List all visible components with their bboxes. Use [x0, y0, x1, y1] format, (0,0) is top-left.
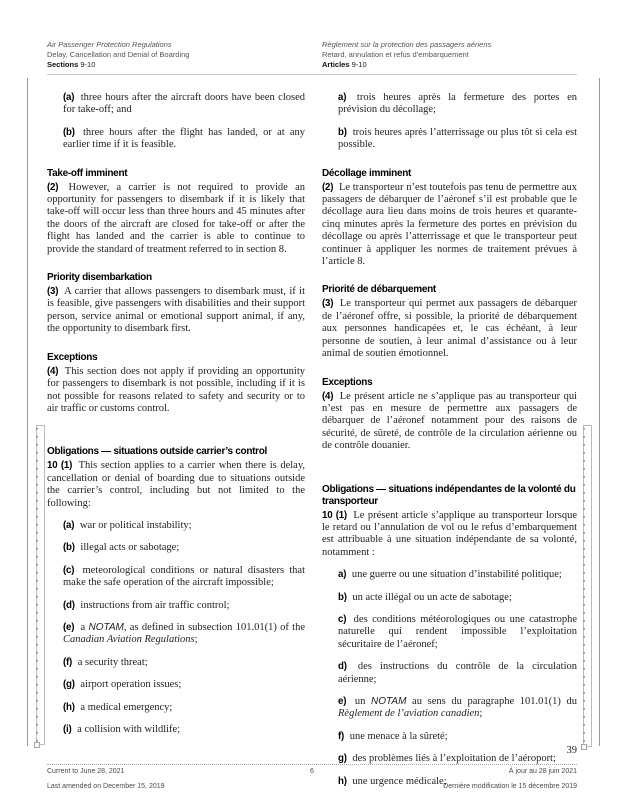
- text-run: une menace à la sûreté;: [349, 730, 448, 742]
- text-run: , as defined in subsection 101.01(1) of the: [123, 621, 306, 633]
- text-run: war or political instability;: [79, 519, 192, 531]
- provision-label: a): [338, 92, 347, 103]
- paragraph: [47, 286, 305, 336]
- italic-term: NOTAM: [371, 696, 407, 707]
- last-amended-date-fr: Dernière modification le 15 décembre 2019: [443, 783, 577, 790]
- provision-label: c): [338, 613, 347, 625]
- text-run: un acte illégal ou un acte de sabotage;: [352, 591, 512, 603]
- paragraph: [322, 298, 577, 360]
- regulation-title-fr: Règlement sur la protection des passagers aériens: [322, 40, 492, 49]
- header-divider-rule: [47, 74, 577, 75]
- text-run: trois heures après l’atterrissage ou plus tôt si cela est possible.: [338, 126, 577, 151]
- running-header: [47, 40, 577, 70]
- subparagraph: [338, 731, 577, 743]
- subparagraph: [63, 724, 305, 736]
- provision-label: (4): [322, 390, 334, 402]
- subparagraph: [338, 696, 577, 721]
- italic-term: Canadian Aviation Regulations: [63, 634, 195, 646]
- subparagraph: [63, 600, 305, 612]
- text-run: This section applies to a carrier when there is delay, cancellation or denial of boarding due to situations outside the carrier’s control, including but not limited to the following:: [47, 460, 306, 509]
- section-heading: Priority disembarkation: [47, 272, 152, 284]
- text-run: des instructions du contrôle de la circulation aérienne;: [338, 661, 577, 685]
- part-title-fr: Retard, annulation et refus d’embarquement: [322, 50, 469, 59]
- subparagraph: [338, 569, 577, 581]
- current-to-date-en: Current to June 28, 2021: [47, 768, 125, 775]
- page-body: [47, 82, 577, 788]
- subparagraph: [338, 92, 577, 117]
- provision-label: (h): [63, 701, 75, 713]
- text-run: three hours after the aircraft doors have been closed for take-off; and: [63, 92, 306, 116]
- provision-label: f): [338, 730, 345, 742]
- provision-label: (c): [63, 564, 75, 576]
- italic-term: NOTAM: [88, 621, 124, 633]
- italic-term: Règlement de l’aviation canadien: [338, 708, 480, 720]
- provision-label: (3): [47, 286, 59, 298]
- provision-label: (a): [63, 92, 75, 103]
- text-run: A carrier that allows passengers to disembark must, if it is feasible, give passengers with disabilities and their support person, service animal or emotional support animal, if any, the opportunity to disembark first.: [47, 286, 305, 335]
- provision-label: b): [338, 126, 347, 138]
- text-run: This section does not apply if providing an opportunity for passengers to disembark is not possible, including if it is not possible for reasons related to safety and security or to air traffic or customs control.: [47, 365, 306, 414]
- paragraph: [322, 391, 577, 453]
- provision-label: (b): [63, 542, 75, 554]
- footer-divider-rule: [47, 764, 577, 765]
- english-column: [47, 82, 305, 788]
- provision-label: g): [338, 753, 347, 765]
- sections-label-en: Sections: [47, 60, 79, 69]
- provision-label: d): [338, 661, 347, 673]
- provision-label: (b): [63, 126, 75, 138]
- provision-label: a): [338, 569, 347, 581]
- text-run: three hours after the flight has landed, or at any earlier time if it is feasible.: [63, 126, 306, 151]
- sections-range-en: [47, 60, 305, 70]
- sections-range-fr: [322, 60, 577, 70]
- paragraph: [47, 366, 305, 416]
- subparagraph: [338, 592, 577, 604]
- french-column: [322, 82, 577, 788]
- provision-label: (f): [63, 656, 73, 668]
- text-run: des conditions météorologiques ou une catastrophe naturelle qui rendent impossible l’exploitation sécuritaire de l’aéronef;: [338, 613, 578, 650]
- provision-label: (a): [63, 519, 75, 531]
- provision-label: 10 (1): [47, 460, 73, 472]
- text-run: a: [80, 621, 89, 633]
- text-run: However, a carrier is not required to provide an opportunity for passengers to disembark if it is likely that take-off will occur less than three hours and 45 minutes after the doors of the aircraft are closed for take-off or after the flight has landed and the carrier is able to continue to provide the standard of treatment referred to in section 8.: [47, 181, 306, 255]
- running-header-french: [322, 40, 577, 70]
- last-amended-date-en: Last amended on December 15, 2019: [47, 783, 165, 790]
- provision-label: (4): [47, 365, 59, 377]
- provision-label: (g): [63, 679, 75, 691]
- provision-label: (i): [63, 724, 72, 735]
- text-run: un: [354, 696, 372, 707]
- section-heading: Take-off imminent: [47, 167, 128, 179]
- subparagraph: [338, 661, 577, 686]
- subparagraph: [63, 702, 305, 714]
- subparagraph: [338, 127, 577, 152]
- text-run: des problèmes liés à l’exploitation de l’aéroport;: [352, 753, 556, 765]
- subparagraph: [63, 679, 305, 691]
- subparagraph: [63, 657, 305, 669]
- left-page-rule: [27, 78, 28, 746]
- text-run: instructions from air traffic control;: [80, 599, 230, 611]
- text-run: Le transporteur qui permet aux passagers de débarquer de l’aéronef offre, si possible, la priorité de débarquement aux personnes handicapées et, le cas échéant, à leur personne de soutien, à leur animal d’assistance ou à leur animal de soutien émotionnel.: [322, 298, 578, 360]
- sheet-number: 6: [310, 768, 314, 775]
- subparagraph: [63, 127, 305, 152]
- provision-label: h): [338, 775, 347, 787]
- subparagraph: [63, 542, 305, 554]
- section-heading: Exceptions: [47, 351, 98, 363]
- text-run: airport operation issues;: [80, 679, 182, 691]
- provision-label: (2): [322, 181, 334, 193]
- text-run: meteorological conditions or natural disasters that make the safe operation of the aircraft impossible;: [63, 564, 305, 589]
- section-heading: Obligations — situations indépendantes de la volonté du transporteur: [322, 483, 576, 507]
- subparagraph: [63, 92, 305, 117]
- text-run: a collision with wildlife;: [77, 724, 181, 735]
- sections-label-fr: Articles: [322, 60, 350, 69]
- regulation-title-en: Air Passenger Protection Regulations: [47, 40, 172, 49]
- provision-label: b): [338, 591, 347, 603]
- text-run: Le transporteur n’est toutefois pas tenu de permettre aux passagers de débarquer de l’aéronef s’il est probable que le décollage aura lieu dans moins de trois heures et quarante-cinq minutes après la fermeture des portes en prévision du décollage ou après l’atterrissage et que le transporteur peut continuer à appliquer les normes de traitement prévues à l’article 8.: [322, 181, 577, 268]
- text-run: une urgence médicale;: [352, 775, 447, 787]
- paragraph: [47, 182, 305, 256]
- text-run: illegal acts or sabotage;: [80, 542, 180, 554]
- paragraph: [322, 182, 577, 269]
- text-run: une guerre ou une situation d’instabilité politique;: [351, 569, 562, 581]
- text-run: Le présent article ne s’applique pas au transporteur qui n’est pas en mesure de permettre aux passagers de débarquer de l’aéronef notamment pour des raisons de sécurité, de sûreté, de contrôle de la circulation aérienne ou de contrôle douanier.: [322, 390, 577, 452]
- text-run: trois heures après la fermeture des portes en prévision du décollage;: [338, 92, 577, 116]
- text-run: a security threat;: [77, 656, 148, 668]
- subparagraph: [338, 614, 577, 651]
- section-heading: Exceptions: [322, 376, 373, 388]
- provision-label: (d): [63, 599, 75, 611]
- text-run: ;: [194, 634, 198, 646]
- subparagraph: [63, 520, 305, 532]
- right-page-rule: [599, 78, 600, 746]
- paragraph: [47, 460, 305, 510]
- provision-label: (3): [322, 298, 334, 310]
- amendment-change-bar-left: [36, 425, 45, 745]
- provision-label: e): [338, 696, 347, 707]
- section-heading: Décollage imminent: [322, 167, 412, 179]
- section-heading: Priorité de débarquement: [322, 284, 436, 296]
- sections-numbers-en: 9-10: [78, 60, 96, 69]
- provision-label: 10 (1): [322, 509, 347, 521]
- provision-label: (e): [63, 621, 75, 633]
- subparagraph: [63, 622, 305, 647]
- section-heading: Obligations — situations outside carrier’s control: [47, 446, 268, 458]
- provision-label: (2): [47, 181, 59, 193]
- running-header-english: [47, 40, 305, 70]
- page-number: 39: [566, 745, 577, 756]
- text-run: ;: [479, 708, 483, 720]
- text-run: au sens du paragraphe 101.01(1) du: [406, 696, 578, 707]
- paragraph: [322, 510, 577, 560]
- current-to-date-fr: À jour au 28 juin 2021: [508, 768, 577, 775]
- text-run: a medical emergency;: [80, 701, 173, 713]
- sections-numbers-fr: 9-10: [349, 60, 367, 69]
- part-title-en: Delay, Cancellation and Denial of Boarding: [47, 50, 190, 59]
- text-run: Le présent article s’applique au transporteur lorsque le retard ou l’annulation de vol ou le refus d’embarquement est attribuable à une situation indépendante de sa volonté, notamment :: [322, 509, 578, 558]
- amendment-change-bar-right: [583, 425, 592, 747]
- subparagraph: [63, 565, 305, 590]
